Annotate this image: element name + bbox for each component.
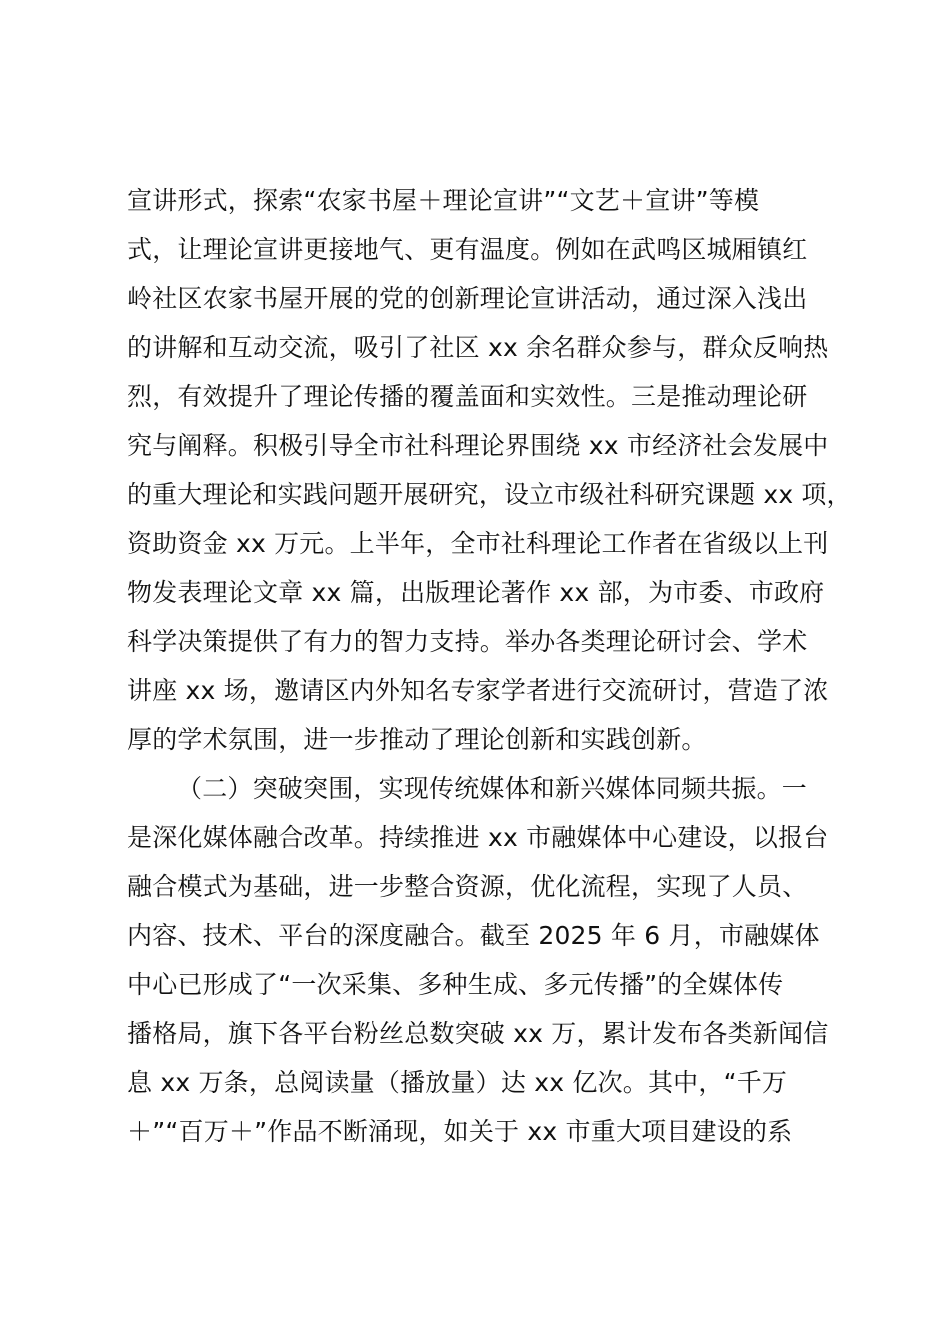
text-line: 融合模式为基础，进一步整合资源，优化流程，实现了人员、 [127,872,808,901]
text-line: ＋”“百万＋”作品不断涌现，如关于 xx 市重大项目建设的系 [127,1117,793,1146]
text-line: 讲座 xx 场，邀请区内外知名专家学者进行交流研讨，营造了浓 [127,676,829,705]
text-line: 的讲解和互动交流，吸引了社区 xx 余名群众参与，群众反响热 [127,333,829,362]
text-line: 息 xx 万条，总阅读量（播放量）达 xx 亿次。其中，“千万 [127,1068,788,1097]
text-line: 究与阐释。积极引导全市社科理论界围绕 xx 市经济社会发展中 [127,431,829,460]
text-line: 是深化媒体融合改革。持续推进 xx 市融媒体中心建设，以报台 [127,823,829,852]
text-line: 内容、技术、平台的深度融合。截至 2025 年 6 月，市融媒体 [127,921,820,950]
text-line: 宣讲形式，探索“农家书屋＋理论宣讲”“文艺＋宣讲”等模 [127,186,760,215]
text-line: 式，让理论宣讲更接地气、更有温度。例如在武鸣区城厢镇红 [127,235,808,264]
text-line: 岭社区农家书屋开展的党的创新理论宣讲活动，通过深入浅出 [127,284,808,313]
text-line: 科学决策提供了有力的智力支持。举办各类理论研讨会、学术 [127,627,808,656]
text-line: 物发表理论文章 xx 篇，出版理论著作 xx 部，为市委、市政府 [127,578,825,607]
text-line: 烈，有效提升了理论传播的覆盖面和实效性。三是推动理论研 [127,382,808,411]
text-line: 厚的学术氛围，进一步推动了理论创新和实践创新。 [127,725,707,754]
text-line: 中心已形成了“一次采集、多种生成、多元传播”的全媒体传 [127,970,784,999]
text-line: 资助资金 xx 万元。上半年，全市社科理论工作者在省级以上刊 [127,529,829,558]
section-heading-line: （二）突破突围，实现传统媒体和新兴媒体同频共振。一 [177,774,808,803]
text-line: 的重大理论和实践问题开展研究，设立市级社科研究课题 xx 项， [127,480,852,509]
text-line: 播格局，旗下各平台粉丝总数突破 xx 万，累计发布各类新闻信 [127,1019,829,1048]
